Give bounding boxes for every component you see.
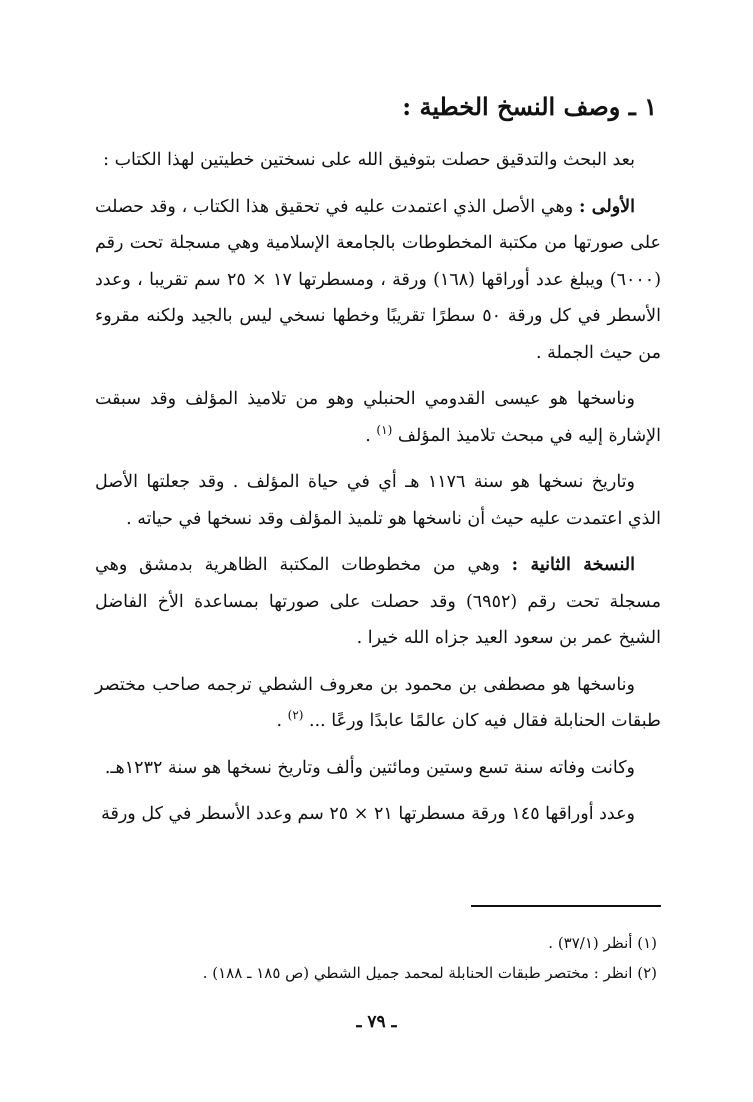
footnote-divider bbox=[471, 905, 661, 907]
footnote-1: (١) أنظر (٣٧/١) . bbox=[548, 934, 657, 952]
intro-paragraph: بعد البحث والتدقيق حصلت بتوفيق الله على نسختين خطيتين لهذا الكتاب : bbox=[103, 150, 635, 170]
footnotes bbox=[97, 928, 657, 988]
first-copy-paragraph bbox=[95, 189, 661, 372]
second-copyist-text: وناسخها هو مصطفى بن محمود بن معروف الشطي ترجمه صاحب مختصر طبقات الحنابلة فقال فيه كان عالمًا عابدًا ورعًا ... bbox=[95, 674, 661, 731]
body-text bbox=[95, 142, 661, 833]
second-copyist-end: . bbox=[276, 711, 288, 731]
second-copy-paragraph bbox=[95, 547, 661, 657]
first-copy-text: وهي الأصل الذي اعتمدت عليه في تحقيق هذا الكتاب ، وقد حصلت على صورتها من مكتبة المخطوطات بالجامعة الإسلامية وهي مسجلة تحت رقم (٦٠٠٠) ويبلغ عدد أوراقها (١٦٨) ورقة ، ومسطرتها ١٧ × ٢٥ سم تقريبا ، وعدد الأسطر في كل ورقة ٥٠ سطرًا تقريبًا وخطها نسخي ليس بالجيد ولكنه مقروء من حيث الجملة . bbox=[95, 196, 662, 363]
first-copyist-paragraph bbox=[95, 381, 661, 454]
footnote-2: (٢) انظر : مختصر طبقات الحنابلة لمحمد جميل الشطي (ص ١٨٥ ـ ١٨٨) . bbox=[202, 964, 657, 982]
first-copyist-end: . bbox=[365, 425, 377, 446]
first-date-paragraph: وتاريخ نسخها هو سنة ١١٧٦ هـ أي في حياة المؤلف . وقد جعلتها الأصل الذي اعتمدت عليه حيث أن ناسخها هو تلميذ المؤلف وقد نسخها في حياته . bbox=[95, 472, 661, 529]
second-copy-text: وهي من مخطوطات المكتبة الظاهرية بدمشق وهي مسجلة تحت رقم (٦٩٥٢) وقد حصلت على صورتها بمساعدة الأخ الفاضل الشيخ عمر بن سعود العيد جزاه الله خيرا . bbox=[95, 555, 661, 648]
pages-paragraph: وعدد أوراقها ١٤٥ ورقة مسطرتها ٢١ × ٢٥ سم وعدد الأسطر في كل ورقة bbox=[101, 804, 635, 824]
death-paragraph: وكانت وفاته سنة تسع وستين ومائتين وألف وتاريخ نسخها هو سنة ١٢٣٢هـ. bbox=[104, 757, 635, 778]
footnote-ref-1: (١) bbox=[376, 422, 393, 437]
page-number: ـ ٧٩ ـ bbox=[356, 1012, 397, 1032]
footnote-ref-2: (٢) bbox=[287, 708, 304, 723]
second-copyist-paragraph bbox=[95, 667, 661, 740]
second-copy-term: النسخة الثانية : bbox=[511, 555, 635, 575]
section-heading: ١ ـ وصف النسخ الخطية : bbox=[402, 92, 657, 121]
first-copyist-text: وناسخها هو عيسى القدومي الحنبلي وهو من تلاميذ المؤلف وقد سبقت الإشارة إليه في مبحث تلاميذ المؤلف bbox=[95, 389, 661, 446]
first-copy-term: الأولى : bbox=[578, 196, 635, 217]
